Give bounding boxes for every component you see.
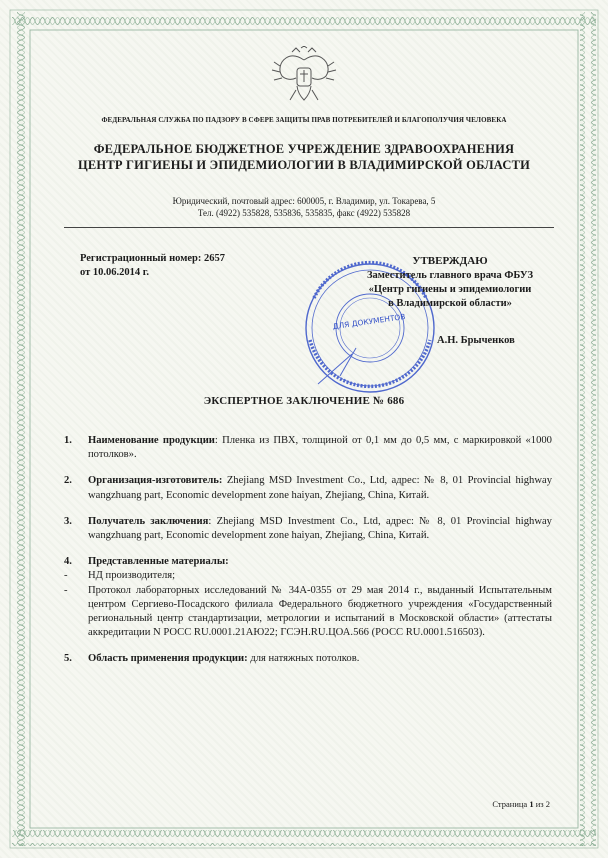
approval-org-line: «Центр гигиены и эпидемиологии [368,284,532,295]
list-item [64,434,552,462]
item-label: Представленные материалы: [88,556,229,568]
signer-name: А.Н. Брыченков [437,335,515,346]
approval-heading: УТВЕРЖДАЮ [412,255,488,267]
item-text: Zhejiang MSD Investment Co., Ltd, адрес: № 8, 01 Provincial highway wangzhuang part, Economic development zone haiyan, Zhejiang, China, Китай. [88,475,552,501]
bullet-dash: - [64,570,68,582]
item-label: Наименование продукции [88,435,215,446]
page-separator: из [535,799,544,809]
item-number: 5. [64,653,72,665]
approval-block [320,254,580,311]
list-item [64,652,552,666]
header-divider [64,227,554,228]
materials-list [64,569,552,640]
agency-name: ФЕДЕРАЛЬНАЯ СЛУЖБА ПО ПАДЗОРУ В СФЕРЕ ЗАЩИТЫ ПРАВ ПОТРЕБИТЕЛЕЙ И БЛАГОПОЛУЧИЯ ЧЕЛОВЕКА [101,116,507,124]
item-number: 3. [64,515,72,527]
item-number: 1. [64,435,72,446]
item-text: : Zhejiang MSD Investment Co., Ltd, адрес: № 8, 01 Provincial highway wangzhuang part, Economic development zone haiyan, Zhejiang, China, Китай. [88,515,552,542]
address-line: Юридический, почтовый адрес: 600005, г. Владимир, ул. Токарева, 5 [172,196,436,206]
list-item [64,555,552,640]
materials-item [64,569,552,583]
institution-title-line1: ФЕДЕРАЛЬНОЕ БЮДЖЕТНОЕ УЧРЕЖДЕНИЕ ЗДРАВООХРАНЕНИЯ [93,142,515,156]
approval-position: Заместитель главного врача ФБУЗ [366,270,534,281]
coat-of-arms-emblem [270,46,338,108]
stamp-text: ДЛЯ ДОКУМЕНТОВ [332,312,406,332]
materials-text: Протокол лабораторных исследований № 34А-0355 от 29 мая 2014 г., выданный Испытательным центром Сергиево-Посадского филиала Федерального бюджетного учреждения «Государственный региональный центр стандартизации, метрологии и испытаний в Московской области» (аттестаты аккредитации N РОСС RU.0001.21АЮ22; ГСЭН.RU.ЦОА.566 (РОСС RU.0001.516503). [88,584,552,639]
registration-date: от 10.06.2014 г. [80,267,149,278]
item-label: Организация-изготовитель: [88,475,223,487]
item-number: 2. [64,475,72,487]
item-text: для натяжных потолков. [247,653,360,665]
registration-number: Регистрационный номер: 2657 [80,253,225,264]
item-label: Область применения продукции: [88,653,248,665]
bullet-dash: - [64,584,68,596]
registration-block [80,252,225,280]
page-prefix: Страница [492,799,528,809]
item-label: Получатель заключения [88,515,209,527]
institution-title-line2: ЦЕНТР ГИГИЕНЫ И ЭПИДЕМИОЛОГИИ В ВЛАДИМИРСКОЙ ОБЛАСТИ [77,158,531,172]
materials-item [64,584,552,641]
conclusion-items [64,434,552,679]
item-text: : Пленка из ПВХ, толщиной от 0,1 мм до 0,5 мм, с маркировкой «1000 потолков». [88,435,552,461]
list-item [64,474,552,502]
approval-region-line: в Владимирской области» [388,298,512,309]
phone-line: Тел. (4922) 535828, 535836, 535835, факс (4922) 535828 [197,208,411,218]
page-total: 2 [545,799,550,809]
document-title: ЭКСПЕРТНОЕ ЗАКЛЮЧЕНИЕ № 686 [203,395,405,407]
materials-text: НД производителя; [88,570,176,582]
list-item [64,515,552,543]
page-current: 1 [529,799,534,809]
item-number: 4. [64,556,72,568]
page-number [492,799,550,809]
